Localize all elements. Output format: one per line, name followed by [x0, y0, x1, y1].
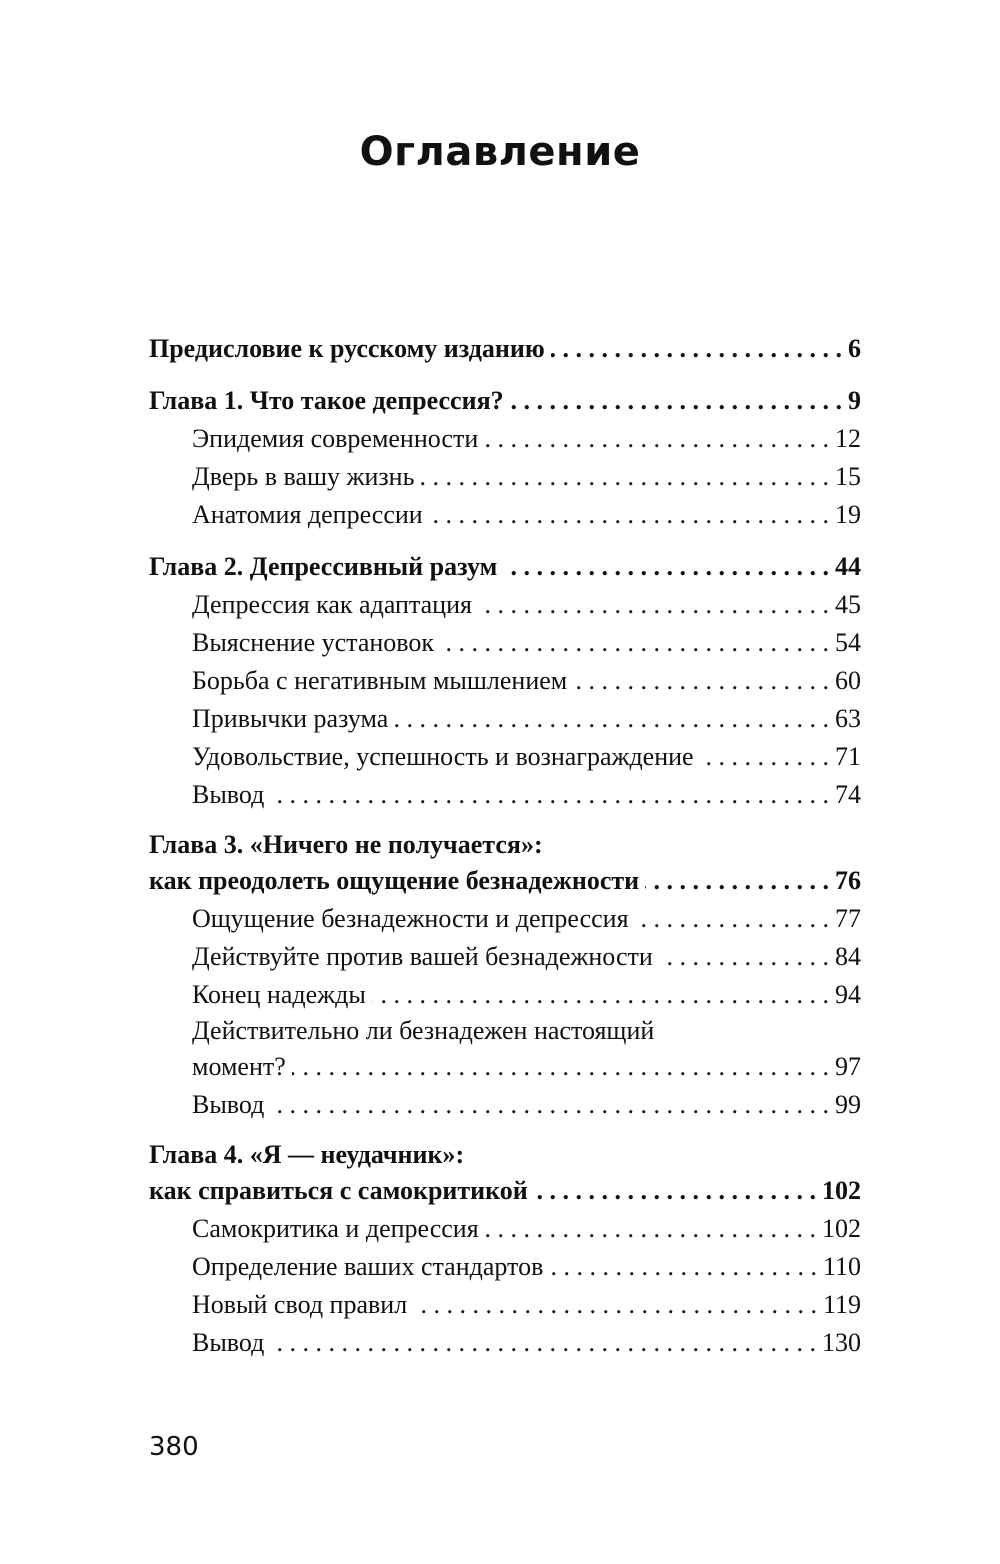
toc-chapter-title-line2: как преодолеть ощущение безнадежности — [149, 866, 640, 895]
toc-page-number: 63 — [835, 704, 861, 733]
toc-section-title: Определение ваших стандартов — [192, 1252, 544, 1281]
dot-leader — [635, 900, 829, 938]
toc-section[interactable] — [149, 1210, 861, 1248]
toc-chapter-heading[interactable] — [149, 862, 861, 900]
toc-section-title: Действуйте против вашей безнадежности — [192, 942, 653, 971]
toc-section-title-line2: момент? — [192, 1052, 286, 1081]
dot-leader — [534, 1172, 816, 1210]
toc-section-title: Самокритика и депрессия — [192, 1214, 479, 1243]
dot-leader — [478, 586, 829, 624]
toc-chapter-heading[interactable] — [149, 548, 861, 586]
toc-page-number: 74 — [835, 780, 861, 809]
toc-section[interactable] — [149, 662, 861, 700]
dot-leader — [270, 776, 829, 814]
toc-section[interactable] — [149, 776, 861, 814]
toc-section[interactable] — [149, 1048, 861, 1086]
toc-chapter-title: Глава 4. «Я — неудачник»: — [149, 1140, 465, 1169]
page-title: Оглавление — [359, 129, 641, 175]
toc-chapter-heading-line1[interactable] — [149, 1138, 861, 1172]
toc-section-title: Борьба с негативным мышлением — [192, 666, 568, 695]
table-of-contents — [149, 330, 861, 1362]
dot-leader — [484, 420, 829, 458]
toc-section[interactable] — [149, 1286, 861, 1324]
toc-chapter-title: Глава 3. «Ничего не получается»: — [149, 830, 543, 859]
toc-chapter-title: Глава 2. Депрессивный разум — [149, 552, 498, 581]
toc-page-number: 12 — [835, 424, 861, 453]
toc-section-title: Удовольствие, успешность и вознаграждение — [192, 742, 694, 771]
toc-chapter-heading-line1[interactable] — [149, 828, 861, 862]
toc-page-number: 76 — [835, 866, 861, 895]
toc-page-number: 94 — [835, 980, 861, 1009]
toc-chapter-preface — [149, 330, 861, 368]
dot-leader — [659, 938, 829, 976]
toc-page-number: 71 — [835, 742, 861, 771]
toc-section[interactable] — [149, 458, 861, 496]
toc-page-number: 19 — [835, 500, 861, 529]
toc-page-number: 44 — [835, 552, 861, 581]
toc-section[interactable] — [149, 586, 861, 624]
dot-leader — [440, 624, 829, 662]
toc-section[interactable] — [149, 1324, 861, 1362]
dot-leader — [645, 862, 829, 900]
toc-chapter-1 — [149, 382, 861, 534]
toc-section-title: Вывод — [192, 780, 265, 809]
toc-section[interactable] — [149, 1248, 861, 1286]
toc-page-number: 45 — [835, 590, 861, 619]
toc-section[interactable] — [149, 938, 861, 976]
toc-section-title: Привычки разума — [192, 704, 389, 733]
dot-leader — [485, 1210, 816, 1248]
toc-section-title: Выяснение установок — [192, 628, 435, 657]
toc-chapter-3 — [149, 828, 861, 1124]
toc-page-number: 97 — [835, 1052, 861, 1081]
toc-section-title: Конец надежды — [192, 980, 366, 1009]
toc-chapter-title: Предисловие к русскому изданию — [149, 334, 545, 363]
dot-leader — [573, 662, 829, 700]
toc-page-number: 84 — [835, 942, 861, 971]
toc-section-title: Действительно ли безнадежен настоящий — [192, 1016, 655, 1045]
dot-leader — [429, 496, 829, 534]
toc-page-number: 15 — [835, 462, 861, 491]
dot-leader — [549, 1248, 817, 1286]
toc-chapter-title: Глава 1. Что такое депрессия? — [149, 386, 504, 415]
toc-chapter-heading[interactable] — [149, 1172, 861, 1210]
toc-section-title: Вывод — [192, 1328, 265, 1357]
toc-section[interactable] — [149, 700, 861, 738]
toc-section-title: Ощущение безнадежности и депрессия — [192, 904, 629, 933]
dot-leader — [372, 976, 829, 1014]
toc-chapter-title-line2: как справиться с самокритикой — [149, 1176, 528, 1205]
toc-page-number: 102 — [822, 1214, 861, 1243]
toc-chapter-heading[interactable] — [149, 330, 861, 368]
toc-page-number: 110 — [822, 1252, 861, 1281]
toc-page-number: 119 — [822, 1290, 861, 1319]
toc-section[interactable] — [149, 624, 861, 662]
dot-leader — [510, 382, 842, 420]
toc-page-number: 102 — [822, 1176, 861, 1205]
dot-leader — [270, 1324, 816, 1362]
toc-section[interactable] — [149, 976, 861, 1014]
dot-leader — [420, 458, 829, 496]
toc-page-number: 60 — [835, 666, 861, 695]
toc-section-title: Эпидемия современности — [192, 424, 479, 453]
toc-section[interactable] — [149, 420, 861, 458]
toc-page-number: 9 — [848, 386, 861, 415]
toc-chapter-2 — [149, 548, 861, 814]
toc-chapter-heading[interactable] — [149, 382, 861, 420]
toc-page-number: 77 — [835, 904, 861, 933]
toc-section-title: Новый свод правил — [192, 1290, 408, 1319]
toc-page-number: 99 — [835, 1090, 861, 1119]
toc-page-number: 54 — [835, 628, 861, 657]
dot-leader — [270, 1086, 829, 1124]
dot-leader — [292, 1048, 829, 1086]
dot-leader — [413, 1286, 817, 1324]
dot-leader — [394, 700, 829, 738]
toc-section-title: Депрессия как адаптация — [192, 590, 472, 619]
dot-leader — [700, 738, 829, 776]
dot-leader — [551, 330, 842, 368]
toc-section[interactable] — [149, 1086, 861, 1124]
toc-section[interactable] — [149, 900, 861, 938]
page-number: 380 — [149, 1432, 199, 1462]
dot-leader — [503, 548, 829, 586]
toc-page-number: 6 — [848, 334, 861, 363]
toc-section-title: Вывод — [192, 1090, 265, 1119]
toc-section[interactable] — [149, 496, 861, 534]
toc-section-title: Дверь в вашу жизнь — [192, 462, 415, 491]
toc-section[interactable] — [149, 738, 861, 776]
toc-chapter-4 — [149, 1138, 861, 1362]
toc-section-line1[interactable] — [149, 1014, 861, 1048]
toc-page-number: 130 — [822, 1328, 861, 1357]
toc-section-title: Анатомия депрессии — [192, 500, 423, 529]
